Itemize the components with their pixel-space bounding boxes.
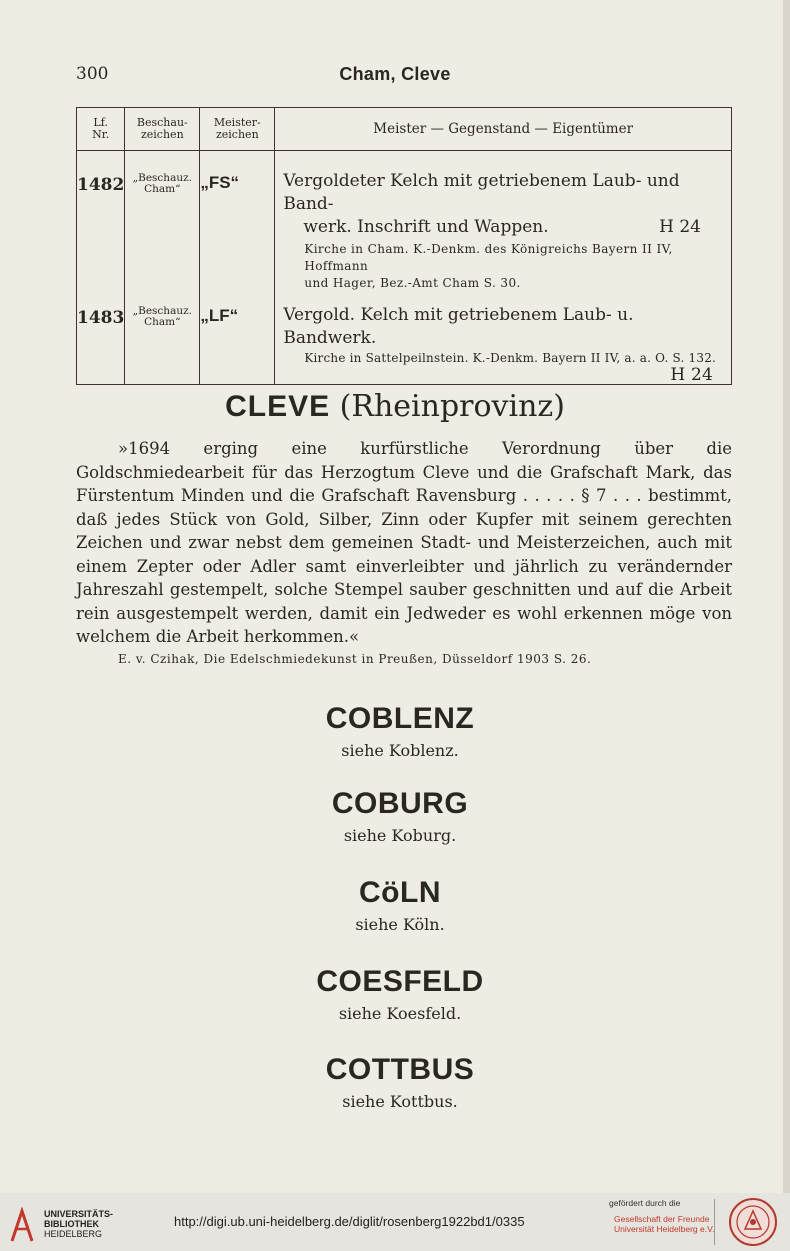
beschau-mark: „Beschauz. Cham“ bbox=[125, 292, 200, 385]
permalink-url[interactable]: http://digi.ub.uni-heidelberg.de/diglit/rosenberg1922bd1/0335 bbox=[174, 1214, 525, 1229]
cross-reference-entry bbox=[0, 876, 790, 936]
library-name[interactable]: UNIVERSITÄTS- BIBLIOTHEK HEIDELBERG bbox=[44, 1209, 114, 1239]
description-line-2: werk. Inschrift und Wappen. H 24 bbox=[303, 216, 731, 239]
description-line-1: Vergold. Kelch mit getriebenem Laub- u. Bandwerk. bbox=[283, 305, 634, 348]
entry-see: siehe Koblenz. bbox=[341, 741, 459, 760]
entry-description bbox=[275, 151, 732, 293]
master-mark: „FS“ bbox=[200, 151, 275, 293]
description-line-1: Vergoldeter Kelch mit getriebenem Laub- und Band- bbox=[283, 171, 680, 214]
page-edge bbox=[783, 0, 790, 1193]
hallmark-table bbox=[76, 107, 732, 385]
entry-name: COBLENZ bbox=[325, 702, 475, 735]
weight-mark: H 24 bbox=[659, 217, 701, 237]
source-line-1: Kirche in Sattelpeilnstein. K.-Denkm. Bayern II IV, a. a. O. S. 132. H 24 bbox=[304, 350, 731, 367]
master-mark: „LF“ bbox=[200, 292, 275, 385]
entry-name: COESFELD bbox=[316, 965, 484, 998]
row-number: 1482 bbox=[77, 151, 125, 293]
source-line-1: Kirche in Cham. K.-Denkm. des Königreichs Bayern II IV, Hoffmann bbox=[304, 242, 673, 273]
col-header-beschau: Beschau- zeichen bbox=[125, 108, 200, 151]
entry-see: siehe Kottbus. bbox=[342, 1092, 458, 1111]
section-title: CLEVE (Rheinprovinz) bbox=[225, 389, 565, 424]
page-header-title: Cham, Cleve bbox=[339, 64, 451, 84]
cross-reference-entry bbox=[0, 1053, 790, 1113]
entry-see: siehe Koburg. bbox=[343, 826, 457, 845]
weight-mark: H 24 bbox=[670, 365, 713, 385]
university-seal-icon[interactable] bbox=[728, 1197, 778, 1247]
entry-name: CöLN bbox=[359, 876, 441, 909]
sponsor-label: gefördert durch die bbox=[609, 1198, 681, 1208]
library-logo-icon[interactable] bbox=[8, 1207, 36, 1243]
table-header-row bbox=[77, 108, 732, 151]
cross-reference-entry bbox=[0, 965, 790, 1025]
quote-paragraph: »1694 erging eine kurfürstliche Verordnung über die Goldschmiedearbeit für das Herzogtum Cleve und die Grafschaft Mark, das Fürstentum Minden und die Grafschaft Ravensburg . . . . . § 7 . . . bestimmt, daß jedes Stück von Gold, Silber, Zinn oder Kupfer mit seinem gerechten Zeichen und zwar nebst dem gemeinen Stadt- und Meisterzeichen, auch mit einem Zepter oder Adler samt einverleibter und jährlich zu verändernder Jahreszahl gestempelt, solche Stempel sauber geschnitten und auf die Arbeit rein ausgestempelt werden, damit ein Jedweder es wohl erkennen möge von welchem die Arbeit herkommen.« bbox=[76, 439, 732, 646]
entry-see: siehe Köln. bbox=[355, 915, 445, 934]
beschau-mark: „Beschauz. Cham“ bbox=[125, 151, 200, 293]
entry-name: COTTBUS bbox=[325, 1053, 475, 1086]
cross-reference-entry bbox=[0, 702, 790, 762]
entry-name: COBURG bbox=[331, 787, 469, 820]
source-line-2: und Hager, Bez.-Amt Cham S. 30. bbox=[304, 276, 521, 290]
row-number: 1483 bbox=[77, 292, 125, 385]
entry-description bbox=[275, 292, 732, 385]
page-number: 300 bbox=[76, 64, 109, 84]
citation: E. v. Czihak, Die Edelschmiedekunst in Preußen, Düsseldorf 1903 S. 26. bbox=[118, 652, 592, 666]
col-header-meister: Meister- zeichen bbox=[200, 108, 275, 151]
col-header-main: Meister — Gegenstand — Eigentümer bbox=[275, 108, 732, 151]
entry-see: siehe Koesfeld. bbox=[338, 1004, 462, 1023]
viewer-footer bbox=[0, 1193, 790, 1251]
table-row bbox=[77, 151, 732, 293]
table-row bbox=[77, 292, 732, 385]
sponsor-society[interactable]: Gesellschaft der Freunde Universität Heidelberg e.V. bbox=[614, 1214, 715, 1234]
cross-reference-entry bbox=[0, 787, 790, 847]
col-header-nr: Lf. Nr. bbox=[77, 108, 125, 151]
